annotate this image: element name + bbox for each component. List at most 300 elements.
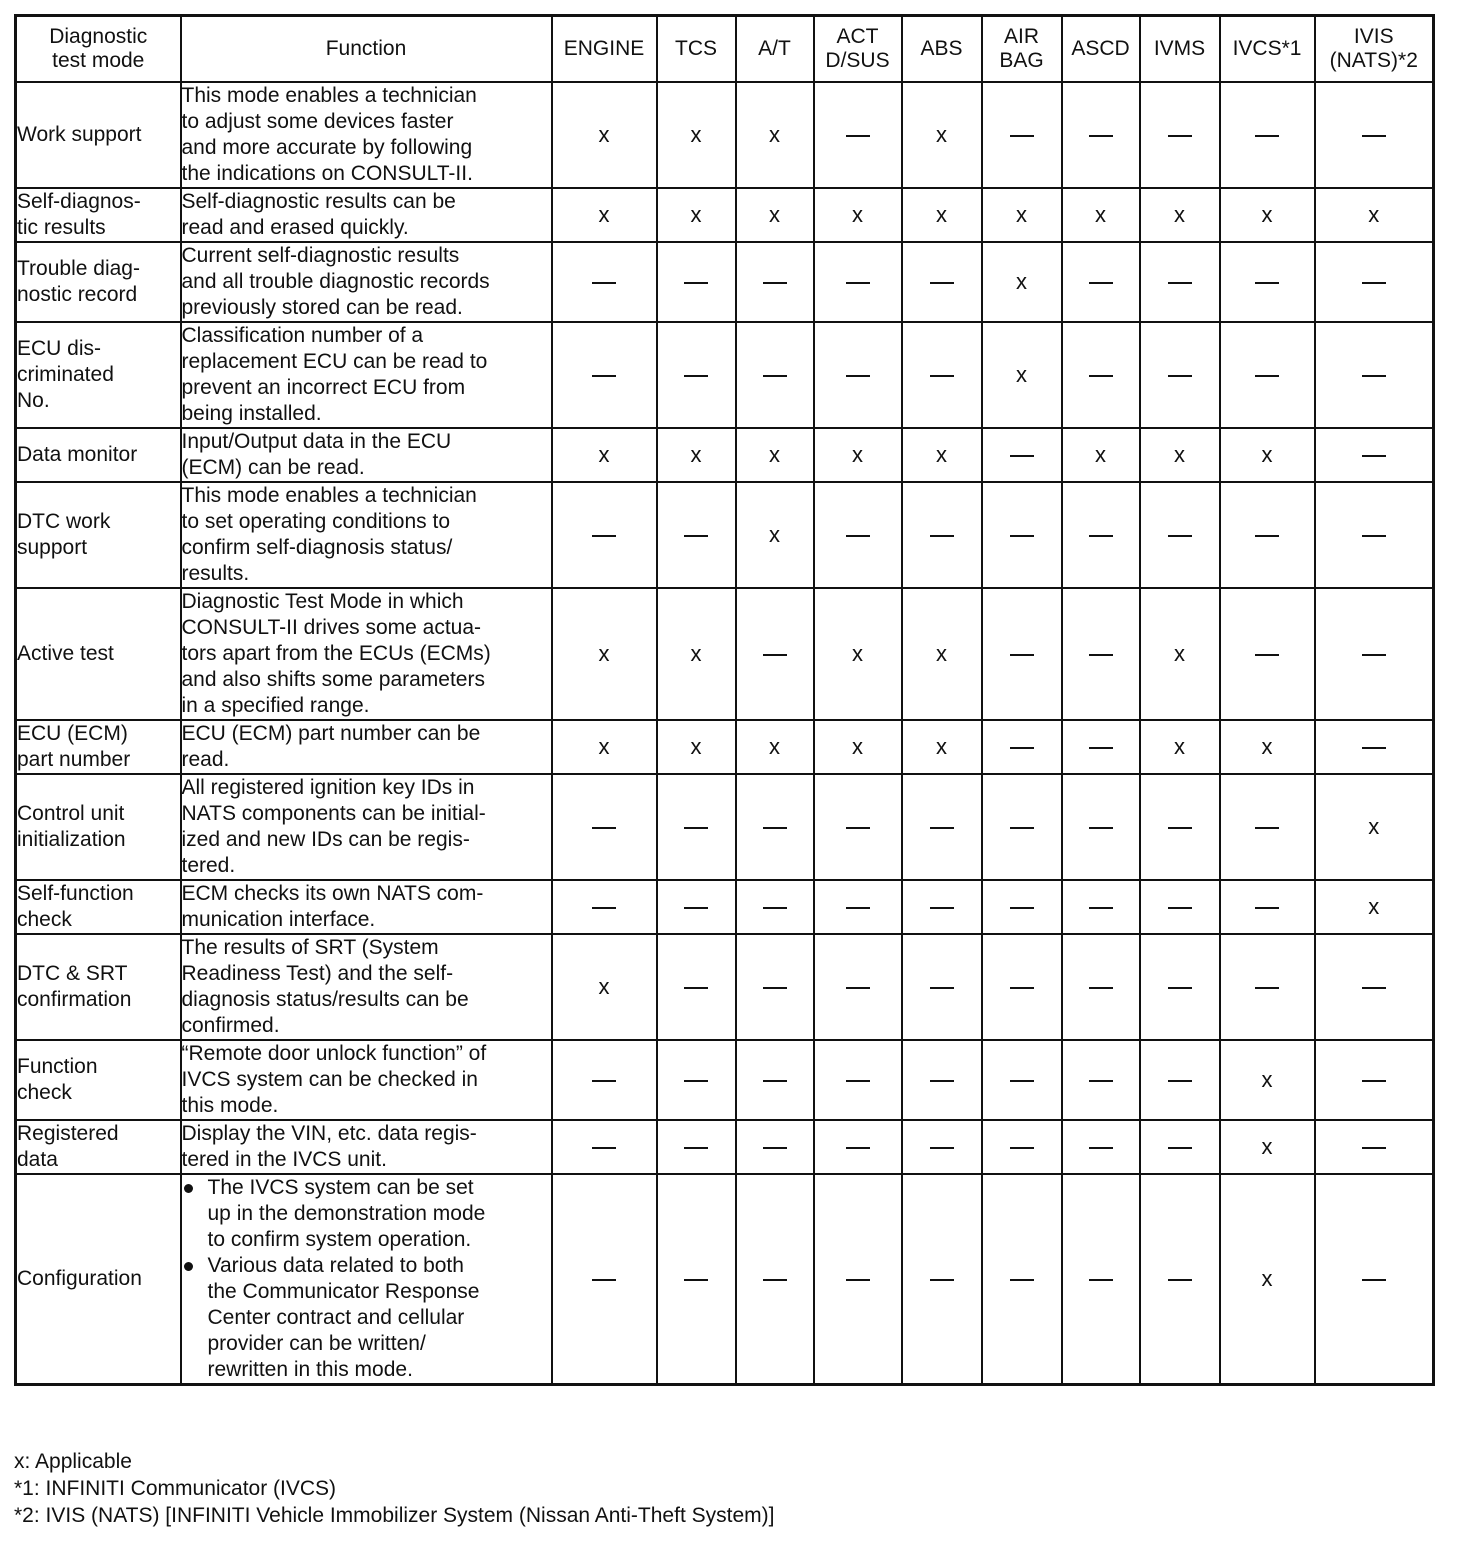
not-applicable-dash-icon (930, 907, 954, 909)
applicable-mark: x (1016, 202, 1027, 227)
mode-cell (16, 934, 181, 1040)
mode-text: Function (17, 1055, 98, 1078)
not-applicable-dash-icon (846, 1147, 870, 1149)
table-row (16, 934, 1434, 1040)
header-system-a-t (736, 16, 814, 83)
not-applicable-dash-icon (1010, 747, 1034, 749)
applicability-cell (1140, 720, 1220, 774)
not-applicable-dash-icon (930, 375, 954, 377)
function-text: (ECM) can be read. (181, 456, 365, 479)
table-row (16, 720, 1434, 774)
not-applicable-dash-icon (1168, 1279, 1192, 1281)
applicability-cell (1062, 774, 1140, 880)
function-text: confirmed. (181, 1014, 280, 1037)
mode-text: Control unit (17, 802, 125, 825)
applicability-cell (1062, 428, 1140, 482)
applicable-mark: x (936, 202, 947, 227)
function-text: ECM checks its own NATS com- (181, 882, 484, 905)
applicability-cell (982, 1040, 1062, 1120)
applicability-cell (1315, 82, 1434, 188)
not-applicable-dash-icon (1089, 1147, 1113, 1149)
table-row (16, 188, 1434, 242)
applicable-mark: x (936, 442, 947, 467)
not-applicable-dash-icon (1362, 282, 1386, 284)
not-applicable-dash-icon (1089, 1279, 1113, 1281)
not-applicable-dash-icon (592, 1279, 616, 1281)
not-applicable-dash-icon (846, 1080, 870, 1082)
applicability-cell (552, 1174, 657, 1385)
applicability-cell (1140, 82, 1220, 188)
applicability-cell (736, 242, 814, 322)
mode-cell (16, 428, 181, 482)
applicable-mark: x (690, 122, 702, 147)
applicability-cell (1315, 242, 1434, 322)
not-applicable-dash-icon (684, 535, 708, 537)
applicability-cell (902, 588, 982, 720)
not-applicable-dash-icon (1168, 1080, 1192, 1082)
not-applicable-dash-icon (846, 282, 870, 284)
not-applicable-dash-icon (684, 987, 708, 989)
applicability-cell (814, 1120, 902, 1174)
applicability-cell (1062, 82, 1140, 188)
applicability-cell (1315, 774, 1434, 880)
applicability-cell (1140, 242, 1220, 322)
applicable-mark: x (1174, 442, 1185, 467)
function-text: Readiness Test) and the self- (181, 962, 454, 985)
applicable-mark: x (852, 442, 863, 467)
function-text: All registered ignition key IDs in (181, 776, 475, 799)
applicability-cell (736, 482, 814, 588)
function-text: The results of SRT (System (181, 936, 439, 959)
function-text: “Remote door unlock function” of (181, 1042, 487, 1065)
applicability-cell (982, 82, 1062, 188)
mode-text: Self-diagnos- (17, 190, 141, 213)
applicability-cell (1220, 1040, 1315, 1120)
function-text: the Communicator Response (207, 1280, 480, 1303)
mode-cell (16, 1174, 181, 1385)
applicable-mark: x (1016, 269, 1027, 294)
applicability-cell (1315, 428, 1434, 482)
mode-text: check (17, 1081, 72, 1104)
not-applicable-dash-icon (1255, 654, 1279, 656)
function-text: read and erased quickly. (181, 216, 409, 239)
applicability-cell (902, 934, 982, 1040)
header-diagnostic-test-mode (16, 16, 181, 83)
applicability-cell (657, 322, 736, 428)
mode-text: ECU (ECM) (17, 722, 128, 745)
applicability-cell (1315, 588, 1434, 720)
applicability-cell (1140, 188, 1220, 242)
not-applicable-dash-icon (1255, 987, 1279, 989)
function-text: to set operating conditions to (181, 510, 451, 533)
function-text: and more accurate by following (181, 136, 473, 159)
applicability-cell (1140, 774, 1220, 880)
applicability-cell (902, 82, 982, 188)
applicable-mark: x (598, 122, 610, 147)
function-text: IVCS system can be checked in (181, 1068, 478, 1091)
applicability-cell (657, 880, 736, 934)
function-text: ized and new IDs can be regis- (181, 828, 470, 851)
applicability-cell (902, 774, 982, 880)
applicable-mark: x (598, 974, 610, 999)
applicability-cell (736, 1040, 814, 1120)
header-label: IVIS (1353, 25, 1394, 48)
header-label: D/SUS (825, 49, 890, 72)
header-function (181, 16, 552, 83)
mode-text: initialization (17, 828, 126, 851)
applicability-cell (902, 482, 982, 588)
not-applicable-dash-icon (1089, 375, 1113, 377)
mode-cell (16, 1040, 181, 1120)
mode-text: Configuration (17, 1267, 142, 1290)
not-applicable-dash-icon (1010, 907, 1034, 909)
not-applicable-dash-icon (930, 282, 954, 284)
function-text: CONSULT-II drives some actua- (181, 616, 482, 639)
mode-cell (16, 720, 181, 774)
applicability-cell (982, 934, 1062, 1040)
applicability-cell (1315, 720, 1434, 774)
header-system-ascd (1062, 16, 1140, 83)
mode-cell (16, 880, 181, 934)
applicability-cell (982, 720, 1062, 774)
function-cell (181, 82, 552, 188)
applicability-cell (1315, 880, 1434, 934)
applicability-cell (1140, 880, 1220, 934)
mode-text: Registered (17, 1122, 119, 1145)
not-applicable-dash-icon (1010, 135, 1034, 137)
applicable-mark: x (1261, 442, 1273, 467)
not-applicable-dash-icon (846, 827, 870, 829)
applicability-cell (736, 1120, 814, 1174)
applicable-mark: x (769, 122, 780, 147)
applicability-cell (1315, 934, 1434, 1040)
applicability-cell (982, 428, 1062, 482)
applicability-cell (982, 188, 1062, 242)
applicability-cell (1220, 242, 1315, 322)
applicable-mark: x (852, 734, 863, 759)
function-cell (181, 482, 552, 588)
applicability-cell (552, 1120, 657, 1174)
not-applicable-dash-icon (1255, 375, 1279, 377)
function-cell (181, 242, 552, 322)
applicability-cell (552, 880, 657, 934)
not-applicable-dash-icon (1089, 907, 1113, 909)
applicable-mark: x (1016, 362, 1027, 387)
not-applicable-dash-icon (1362, 747, 1386, 749)
not-applicable-dash-icon (1168, 827, 1192, 829)
applicable-mark: x (1174, 734, 1185, 759)
applicability-cell (736, 588, 814, 720)
not-applicable-dash-icon (1010, 455, 1034, 457)
applicable-mark: x (1368, 202, 1380, 227)
not-applicable-dash-icon (1168, 535, 1192, 537)
applicability-cell (552, 1040, 657, 1120)
table-row (16, 1174, 1434, 1385)
not-applicable-dash-icon (684, 1080, 708, 1082)
not-applicable-dash-icon (1089, 1080, 1113, 1082)
not-applicable-dash-icon (1362, 1147, 1386, 1149)
mode-text: support (17, 536, 88, 559)
not-applicable-dash-icon (1010, 535, 1034, 537)
not-applicable-dash-icon (1255, 282, 1279, 284)
mode-text: Work support (17, 123, 142, 146)
applicability-cell (736, 82, 814, 188)
applicable-mark: x (690, 734, 702, 759)
not-applicable-dash-icon (846, 987, 870, 989)
applicability-cell (814, 588, 902, 720)
function-text: and also shifts some parameters (181, 668, 485, 691)
applicability-cell (736, 188, 814, 242)
function-text: replacement ECU can be read to (181, 350, 488, 373)
not-applicable-dash-icon (684, 827, 708, 829)
mode-text: confirmation (17, 988, 132, 1011)
applicability-cell (1220, 1174, 1315, 1385)
applicability-cell (657, 934, 736, 1040)
applicable-mark: x (1261, 202, 1273, 227)
not-applicable-dash-icon (1362, 455, 1386, 457)
not-applicable-dash-icon (1010, 1279, 1034, 1281)
not-applicable-dash-icon (846, 1279, 870, 1281)
header-label: A/T (758, 37, 791, 60)
applicability-cell (814, 82, 902, 188)
header-label: IVCS*1 (1232, 37, 1302, 60)
function-cell (181, 934, 552, 1040)
applicable-mark: x (598, 641, 610, 666)
not-applicable-dash-icon (684, 907, 708, 909)
not-applicable-dash-icon (763, 1279, 787, 1281)
applicability-cell (1062, 242, 1140, 322)
applicable-mark: x (1261, 734, 1273, 759)
not-applicable-dash-icon (1168, 1147, 1192, 1149)
not-applicable-dash-icon (1255, 135, 1279, 137)
applicable-mark: x (936, 734, 947, 759)
applicability-cell (1062, 1040, 1140, 1120)
function-text: read. (181, 748, 230, 771)
applicability-cell (1062, 1174, 1140, 1385)
function-text: munication interface. (181, 908, 376, 931)
header-system-air (982, 16, 1062, 83)
function-text: tered in the IVCS unit. (181, 1148, 387, 1171)
not-applicable-dash-icon (684, 375, 708, 377)
footnote-line: *2: IVIS (NATS) [INFINITI Vehicle Immobilizer System (Nissan Anti-Theft System)] (14, 1504, 775, 1527)
mode-cell (16, 322, 181, 428)
applicability-cell (1140, 1174, 1220, 1385)
mode-text: DTC & SRT (17, 962, 128, 985)
applicability-cell (1062, 1120, 1140, 1174)
not-applicable-dash-icon (763, 654, 787, 656)
applicability-cell (657, 482, 736, 588)
header-label: TCS (675, 37, 717, 60)
function-cell (181, 774, 552, 880)
not-applicable-dash-icon (592, 1147, 616, 1149)
header-label: ASCD (1071, 37, 1130, 60)
applicability-cell (552, 588, 657, 720)
not-applicable-dash-icon (763, 827, 787, 829)
function-cell (181, 1174, 552, 1385)
function-text: the indications on CONSULT-II. (181, 162, 473, 185)
header-system-act (814, 16, 902, 83)
mode-text: check (17, 908, 72, 931)
not-applicable-dash-icon (930, 987, 954, 989)
not-applicable-dash-icon (592, 282, 616, 284)
applicable-mark: x (690, 202, 702, 227)
function-text: to confirm system operation. (207, 1228, 472, 1251)
not-applicable-dash-icon (930, 535, 954, 537)
function-text: to adjust some devices faster (181, 110, 454, 133)
applicability-cell (552, 242, 657, 322)
diagnostic-test-mode-table (14, 14, 1435, 1386)
applicability-cell (1140, 322, 1220, 428)
applicability-cell (1220, 482, 1315, 588)
not-applicable-dash-icon (592, 827, 616, 829)
applicability-cell (1220, 322, 1315, 428)
not-applicable-dash-icon (1362, 375, 1386, 377)
table-row (16, 880, 1434, 934)
not-applicable-dash-icon (763, 987, 787, 989)
header-system-abs (902, 16, 982, 83)
applicability-cell (982, 588, 1062, 720)
function-text: Classification number of a (181, 324, 424, 347)
not-applicable-dash-icon (1089, 135, 1113, 137)
function-bullet-item (182, 1253, 551, 1383)
not-applicable-dash-icon (1168, 282, 1192, 284)
applicability-cell (736, 1174, 814, 1385)
table-row (16, 242, 1434, 322)
function-text: Current self-diagnostic results (181, 244, 460, 267)
mode-cell (16, 82, 181, 188)
applicability-cell (814, 242, 902, 322)
applicable-mark: x (598, 202, 610, 227)
not-applicable-dash-icon (1362, 135, 1386, 137)
applicability-cell (982, 880, 1062, 934)
applicability-cell (814, 188, 902, 242)
not-applicable-dash-icon (1362, 654, 1386, 656)
function-text: Diagnostic Test Mode in which (181, 590, 464, 613)
applicability-cell (657, 720, 736, 774)
function-text: This mode enables a technician (181, 84, 477, 107)
applicability-cell (1315, 1174, 1434, 1385)
not-applicable-dash-icon (1255, 907, 1279, 909)
applicability-cell (1220, 934, 1315, 1040)
applicability-cell (982, 1174, 1062, 1385)
applicability-cell (902, 1174, 982, 1385)
function-bullet-item (182, 1175, 551, 1253)
table-row (16, 774, 1434, 880)
not-applicable-dash-icon (1255, 827, 1279, 829)
function-cell (181, 1120, 552, 1174)
applicable-mark: x (1095, 442, 1106, 467)
applicability-cell (657, 1040, 736, 1120)
applicable-mark: x (598, 442, 610, 467)
function-cell (181, 428, 552, 482)
applicable-mark: x (1368, 894, 1380, 919)
applicability-cell (1062, 880, 1140, 934)
applicability-cell (814, 934, 902, 1040)
function-cell (181, 1040, 552, 1120)
not-applicable-dash-icon (1010, 987, 1034, 989)
function-text: tered. (181, 854, 236, 877)
footnote-line: x: Applicable (14, 1450, 132, 1473)
not-applicable-dash-icon (592, 535, 616, 537)
not-applicable-dash-icon (1168, 907, 1192, 909)
not-applicable-dash-icon (1255, 535, 1279, 537)
applicability-cell (902, 880, 982, 934)
applicability-cell (657, 588, 736, 720)
applicable-mark: x (1174, 202, 1185, 227)
not-applicable-dash-icon (763, 1147, 787, 1149)
applicability-cell (552, 322, 657, 428)
applicable-mark: x (1261, 1067, 1273, 1092)
bullet-dot-icon (184, 1184, 193, 1193)
bullet-dot-icon (184, 1262, 193, 1271)
mode-cell (16, 588, 181, 720)
applicability-cell (1220, 720, 1315, 774)
applicability-cell (1220, 428, 1315, 482)
applicable-mark: x (690, 641, 702, 666)
function-text: being installed. (181, 402, 322, 425)
applicability-cell (1140, 588, 1220, 720)
table-row (16, 82, 1434, 188)
not-applicable-dash-icon (1010, 1147, 1034, 1149)
header-label: AIR (1003, 25, 1039, 48)
applicability-cell (552, 934, 657, 1040)
function-cell (181, 720, 552, 774)
applicability-cell (736, 428, 814, 482)
applicability-cell (552, 82, 657, 188)
mode-text: DTC work (17, 510, 111, 533)
applicability-cell (902, 1120, 982, 1174)
applicable-mark: x (936, 122, 947, 147)
applicability-cell (1140, 934, 1220, 1040)
applicability-cell (1315, 1040, 1434, 1120)
mode-text: Data monitor (17, 443, 138, 466)
applicability-cell (736, 880, 814, 934)
header-system-ivcs-1 (1220, 16, 1315, 83)
applicability-cell (736, 774, 814, 880)
applicability-cell (902, 720, 982, 774)
applicability-cell (1220, 1120, 1315, 1174)
mode-cell (16, 482, 181, 588)
not-applicable-dash-icon (1089, 654, 1113, 656)
applicability-cell (982, 322, 1062, 428)
mode-text: ECU dis- (17, 337, 102, 360)
applicability-cell (902, 188, 982, 242)
applicability-cell (814, 774, 902, 880)
function-text: Center contract and cellular (207, 1306, 465, 1329)
table-row (16, 588, 1434, 720)
not-applicable-dash-icon (592, 1080, 616, 1082)
not-applicable-dash-icon (846, 907, 870, 909)
applicability-cell (657, 428, 736, 482)
header-system-tcs (657, 16, 736, 83)
not-applicable-dash-icon (1168, 375, 1192, 377)
applicable-mark: x (1095, 202, 1106, 227)
applicability-cell (982, 774, 1062, 880)
function-text: this mode. (181, 1094, 279, 1117)
not-applicable-dash-icon (846, 135, 870, 137)
not-applicable-dash-icon (1089, 747, 1113, 749)
table-row (16, 482, 1434, 588)
table-header-row (16, 16, 1434, 83)
applicability-cell (1220, 82, 1315, 188)
header-label: Function (325, 37, 407, 60)
not-applicable-dash-icon (1089, 535, 1113, 537)
applicability-cell (657, 774, 736, 880)
function-text: ECU (ECM) part number can be (181, 722, 481, 745)
applicability-cell (902, 1040, 982, 1120)
applicability-cell (1062, 588, 1140, 720)
applicable-mark: x (769, 442, 780, 467)
